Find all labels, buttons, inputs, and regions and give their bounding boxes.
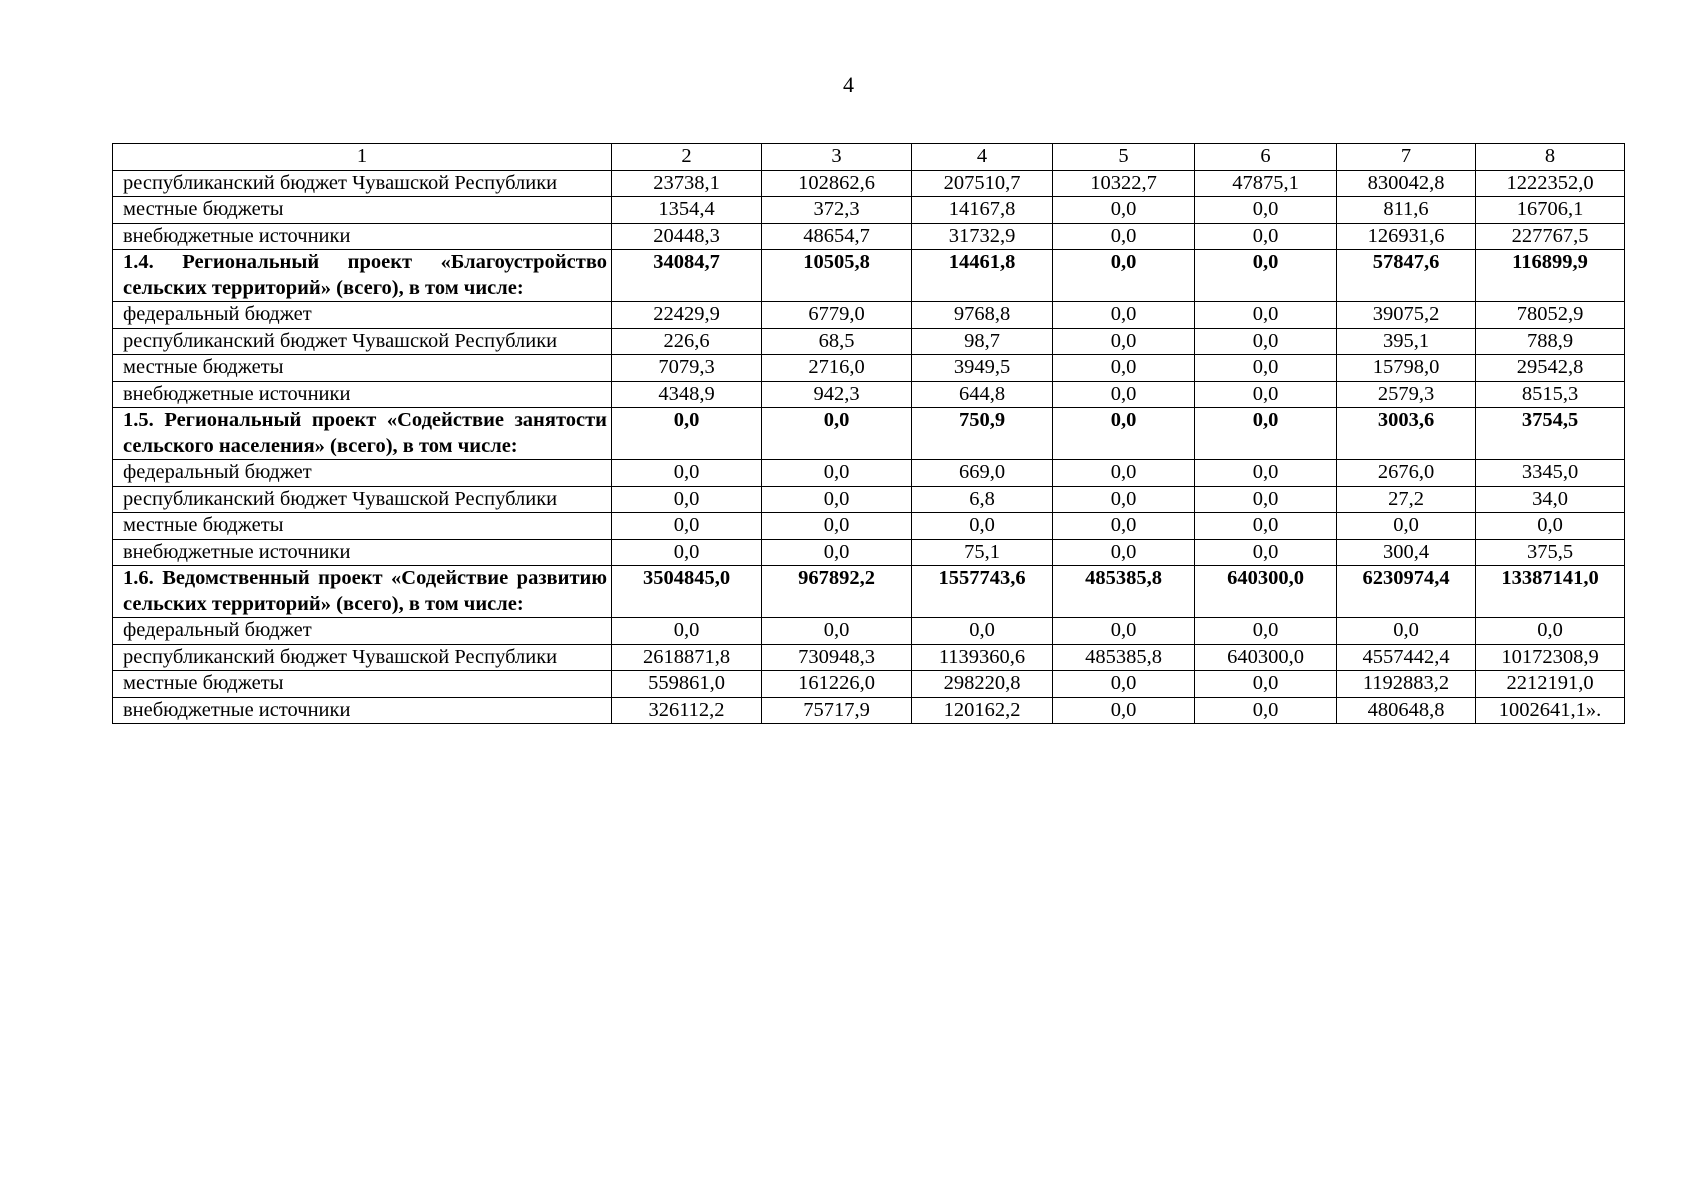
table-row (113, 644, 1625, 671)
value-cell: 0,0 (1195, 513, 1337, 540)
table-section-row (113, 566, 1625, 618)
value-cell: 1139360,6 (912, 644, 1053, 671)
column-header: 1 (113, 144, 612, 171)
value-cell: 207510,7 (912, 170, 1053, 197)
value-cell: 2212191,0 (1476, 671, 1625, 698)
value-cell: 788,9 (1476, 328, 1625, 355)
value-cell: 0,0 (1195, 618, 1337, 645)
value-cell: 730948,3 (762, 644, 912, 671)
value-cell: 0,0 (1195, 539, 1337, 566)
value-cell: 750,9 (912, 408, 1053, 460)
value-cell: 1557743,6 (912, 566, 1053, 618)
value-cell: 16706,1 (1476, 197, 1625, 224)
value-cell: 0,0 (612, 618, 762, 645)
row-label: республиканский бюджет Чувашской Республики (113, 644, 612, 671)
value-cell: 0,0 (1195, 197, 1337, 224)
value-cell: 2716,0 (762, 355, 912, 382)
value-cell: 0,0 (612, 513, 762, 540)
value-cell: 0,0 (1053, 513, 1195, 540)
column-header: 6 (1195, 144, 1337, 171)
row-label: федеральный бюджет (113, 618, 612, 645)
value-cell: 644,8 (912, 381, 1053, 408)
value-cell: 10322,7 (1053, 170, 1195, 197)
value-cell: 14167,8 (912, 197, 1053, 224)
value-cell: 372,3 (762, 197, 912, 224)
value-cell: 126931,6 (1337, 223, 1476, 250)
value-cell: 102862,6 (762, 170, 912, 197)
value-cell: 0,0 (762, 408, 912, 460)
table-row (113, 618, 1625, 645)
value-cell: 0,0 (1053, 250, 1195, 302)
value-cell: 0,0 (1195, 486, 1337, 513)
value-cell: 0,0 (912, 513, 1053, 540)
value-cell: 8515,3 (1476, 381, 1625, 408)
value-cell: 0,0 (612, 486, 762, 513)
value-cell: 75717,9 (762, 697, 912, 724)
value-cell: 0,0 (1053, 302, 1195, 329)
value-cell: 0,0 (1053, 697, 1195, 724)
value-cell: 559861,0 (612, 671, 762, 698)
value-cell: 0,0 (1195, 250, 1337, 302)
value-cell: 1354,4 (612, 197, 762, 224)
value-cell: 326112,2 (612, 697, 762, 724)
value-cell: 2676,0 (1337, 460, 1476, 487)
row-label: 1.4. Региональный проект «Благоустройство сельских территорий» (всего), в том числе: (113, 250, 612, 302)
row-label: 1.5. Региональный проект «Содействие занятости сельского населения» (всего), в том числе: (113, 408, 612, 460)
value-cell: 47875,1 (1195, 170, 1337, 197)
column-header: 8 (1476, 144, 1625, 171)
value-cell: 75,1 (912, 539, 1053, 566)
column-header: 2 (612, 144, 762, 171)
value-cell: 23738,1 (612, 170, 762, 197)
value-cell: 34084,7 (612, 250, 762, 302)
row-label: внебюджетные источники (113, 697, 612, 724)
column-header: 7 (1337, 144, 1476, 171)
value-cell: 0,0 (612, 539, 762, 566)
value-cell: 0,0 (1337, 618, 1476, 645)
value-cell: 0,0 (912, 618, 1053, 645)
value-cell: 0,0 (612, 460, 762, 487)
value-cell: 0,0 (1053, 381, 1195, 408)
value-cell: 0,0 (1195, 302, 1337, 329)
value-cell: 9768,8 (912, 302, 1053, 329)
table-row (113, 486, 1625, 513)
value-cell: 0,0 (1195, 328, 1337, 355)
value-cell: 7079,3 (612, 355, 762, 382)
row-label: местные бюджеты (113, 355, 612, 382)
value-cell: 669,0 (912, 460, 1053, 487)
value-cell: 0,0 (1053, 355, 1195, 382)
value-cell: 1002641,1». (1476, 697, 1625, 724)
value-cell: 15798,0 (1337, 355, 1476, 382)
row-label: республиканский бюджет Чувашской Республики (113, 170, 612, 197)
value-cell: 68,5 (762, 328, 912, 355)
header-row (113, 144, 1625, 171)
value-cell: 78052,9 (1476, 302, 1625, 329)
table-section-row (113, 250, 1625, 302)
value-cell: 6,8 (912, 486, 1053, 513)
value-cell: 22429,9 (612, 302, 762, 329)
value-cell: 48654,7 (762, 223, 912, 250)
value-cell: 0,0 (1476, 513, 1625, 540)
value-cell: 4557442,4 (1337, 644, 1476, 671)
row-label: республиканский бюджет Чувашской Республики (113, 328, 612, 355)
row-label: внебюджетные источники (113, 539, 612, 566)
value-cell: 298220,8 (912, 671, 1053, 698)
value-cell: 0,0 (762, 618, 912, 645)
value-cell: 300,4 (1337, 539, 1476, 566)
table-row (113, 671, 1625, 698)
row-label: республиканский бюджет Чувашской Республики (113, 486, 612, 513)
row-label: местные бюджеты (113, 671, 612, 698)
value-cell: 485385,8 (1053, 644, 1195, 671)
value-cell: 0,0 (1053, 328, 1195, 355)
table-row (113, 539, 1625, 566)
value-cell: 0,0 (1053, 197, 1195, 224)
value-cell: 0,0 (1053, 671, 1195, 698)
value-cell: 1222352,0 (1476, 170, 1625, 197)
value-cell: 3003,6 (1337, 408, 1476, 460)
value-cell: 375,5 (1476, 539, 1625, 566)
value-cell: 0,0 (1195, 460, 1337, 487)
value-cell: 10172308,9 (1476, 644, 1625, 671)
row-label: местные бюджеты (113, 197, 612, 224)
table-body (113, 144, 1625, 724)
value-cell: 57847,6 (1337, 250, 1476, 302)
value-cell: 811,6 (1337, 197, 1476, 224)
value-cell: 31732,9 (912, 223, 1053, 250)
value-cell: 34,0 (1476, 486, 1625, 513)
value-cell: 29542,8 (1476, 355, 1625, 382)
table-row (113, 170, 1625, 197)
row-label: федеральный бюджет (113, 460, 612, 487)
value-cell: 161226,0 (762, 671, 912, 698)
value-cell: 0,0 (1337, 513, 1476, 540)
value-cell: 6230974,4 (1337, 566, 1476, 618)
value-cell: 480648,8 (1337, 697, 1476, 724)
value-cell: 98,7 (912, 328, 1053, 355)
value-cell: 120162,2 (912, 697, 1053, 724)
value-cell: 3504845,0 (612, 566, 762, 618)
value-cell: 395,1 (1337, 328, 1476, 355)
row-label: 1.6. Ведомственный проект «Содействие развитию сельских территорий» (всего), в том числе: (113, 566, 612, 618)
value-cell: 20448,3 (612, 223, 762, 250)
value-cell: 485385,8 (1053, 566, 1195, 618)
table-section-row (113, 408, 1625, 460)
value-cell: 0,0 (1053, 223, 1195, 250)
table-row (113, 460, 1625, 487)
value-cell: 3754,5 (1476, 408, 1625, 460)
value-cell: 0,0 (1053, 539, 1195, 566)
table-row (113, 381, 1625, 408)
value-cell: 830042,8 (1337, 170, 1476, 197)
value-cell: 0,0 (1195, 671, 1337, 698)
value-cell: 27,2 (1337, 486, 1476, 513)
table-row (113, 355, 1625, 382)
row-label: федеральный бюджет (113, 302, 612, 329)
table-row (113, 197, 1625, 224)
value-cell: 0,0 (762, 486, 912, 513)
value-cell: 0,0 (1053, 460, 1195, 487)
value-cell: 640300,0 (1195, 644, 1337, 671)
value-cell: 39075,2 (1337, 302, 1476, 329)
value-cell: 226,6 (612, 328, 762, 355)
column-header: 4 (912, 144, 1053, 171)
value-cell: 0,0 (1195, 408, 1337, 460)
page-number: 4 (843, 72, 854, 97)
table-row (113, 302, 1625, 329)
value-cell: 3345,0 (1476, 460, 1625, 487)
value-cell: 2579,3 (1337, 381, 1476, 408)
value-cell: 2618871,8 (612, 644, 762, 671)
value-cell: 0,0 (1195, 381, 1337, 408)
value-cell: 6779,0 (762, 302, 912, 329)
value-cell: 14461,8 (912, 250, 1053, 302)
value-cell: 942,3 (762, 381, 912, 408)
value-cell: 0,0 (1053, 486, 1195, 513)
value-cell: 0,0 (1195, 355, 1337, 382)
row-label: внебюджетные источники (113, 223, 612, 250)
column-header: 3 (762, 144, 912, 171)
value-cell: 0,0 (1195, 697, 1337, 724)
value-cell: 3949,5 (912, 355, 1053, 382)
value-cell: 10505,8 (762, 250, 912, 302)
value-cell: 116899,9 (1476, 250, 1625, 302)
value-cell: 640300,0 (1195, 566, 1337, 618)
row-label: внебюджетные источники (113, 381, 612, 408)
table-row (113, 223, 1625, 250)
value-cell: 227767,5 (1476, 223, 1625, 250)
value-cell: 0,0 (1476, 618, 1625, 645)
value-cell: 4348,9 (612, 381, 762, 408)
budget-table (112, 143, 1625, 724)
row-label: местные бюджеты (113, 513, 612, 540)
table-row (113, 328, 1625, 355)
column-header: 5 (1053, 144, 1195, 171)
value-cell: 0,0 (762, 539, 912, 566)
value-cell: 0,0 (1053, 408, 1195, 460)
value-cell: 13387141,0 (1476, 566, 1625, 618)
value-cell: 0,0 (1053, 618, 1195, 645)
table-row (113, 697, 1625, 724)
value-cell: 1192883,2 (1337, 671, 1476, 698)
value-cell: 0,0 (762, 460, 912, 487)
value-cell: 0,0 (762, 513, 912, 540)
value-cell: 0,0 (612, 408, 762, 460)
value-cell: 967892,2 (762, 566, 912, 618)
table-row (113, 513, 1625, 540)
value-cell: 0,0 (1195, 223, 1337, 250)
